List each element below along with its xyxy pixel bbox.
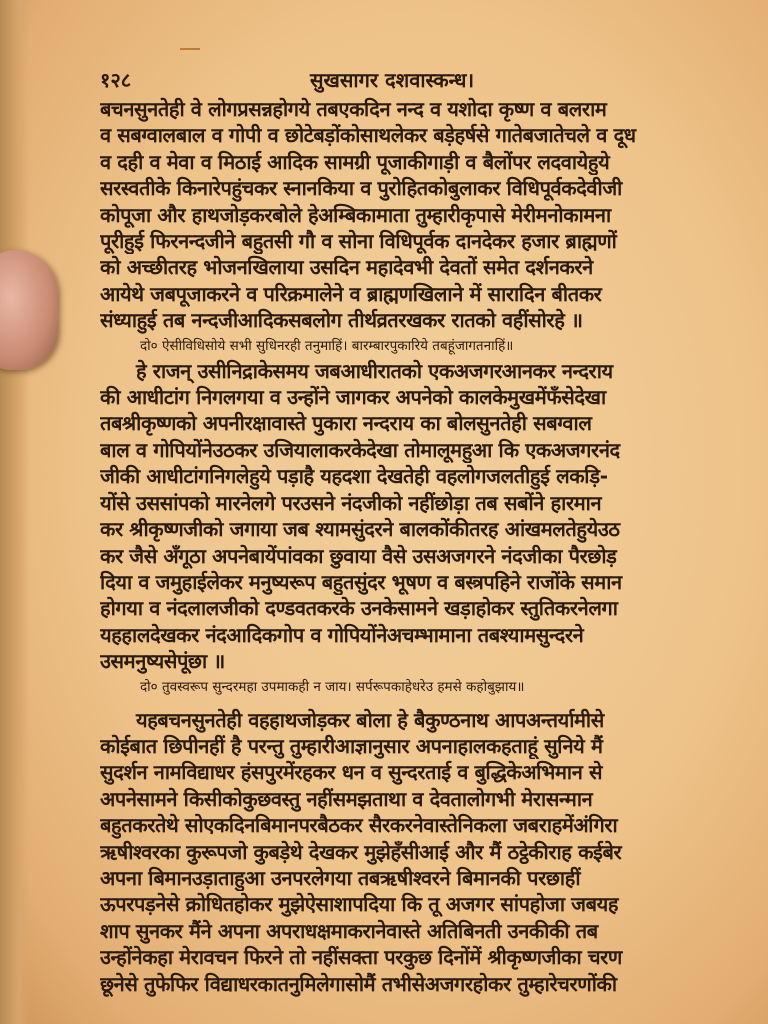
spacer [100, 699, 744, 707]
text-line: उन्होंनेकहा मेरावचन फिरने तो नहींसक्ता परकुछ दिनोंमें श्रीकृष्णजीका चरण [100, 945, 622, 970]
text-line: बाल व गोपियोंनेउठकर उजियालाकरकेदेखा तोमालूमहुआ कि एकअजगरनंद [100, 437, 620, 462]
paragraph-1 [100, 96, 744, 334]
text-line: शाप सुनकर मैंने अपना अपराधक्षमाकरानेवास्ते अतिबिनती उनकीकी तब [100, 918, 598, 943]
text-line: कोईबात छिपीनहीं है परन्तु तुम्हारीआज्ञानुसार अपनाहालकहताहूं सुनिये मैं [100, 733, 603, 758]
paragraph-3 [100, 707, 744, 997]
text-line: छूनेसे तुफेफिर विद्याधरकातनुमिलेगासोमैं तभीसेअजगरहोकर तुम्हारेचरणोंकी [100, 971, 617, 996]
text-line: यहबचनसुनतेही वहहाथजोड़कर बोला हे बैकुण्ठनाथ आपअन्तर्यामीसे [136, 707, 604, 732]
text-line: आयेथे जबपूजाकरने व परिक्रमालेने व ब्राह्मणखिलाने में सारादिन बीतकर [100, 281, 602, 306]
paragraph-2 [100, 358, 744, 675]
text-line: हे राजन् उसीनिद्राकेसमय जबआधीरातको एकअजगरआनकर नन्दराय [136, 358, 613, 383]
text-line: कोपूजा और हाथजोड़करबोले हेअम्बिकामाता तुम्हारीकृपासे मेरीमनोकामना [100, 202, 611, 227]
text-line: व सबग्वालबाल व गोपी व छोटेबड़ोंकोसाथलेकर बड़ेहर्षसे गातेबजातेचले व दूध [100, 123, 636, 148]
text-line: की आधीटांग निगलगया व उन्होंने जागकर अपनेको कालकेमुखमेंफँसेदेखा [100, 385, 606, 410]
text-line: तबश्रीकृष्णको अपनीरक्षावास्ते पुकारा नन्दराय का बोलसुनतेही सबग्वाल [100, 411, 592, 436]
text-line: यहहालदेखकर नंदआदिकगोप व गोपियोंनेअचम्भामाना तबश्यामसुन्दरने [100, 622, 584, 647]
doha-verse-1: दो० ऐसीविधिसोये सभी सुधिनरही तनुमाहिं। बारम्बारपुकारिये तबहूंजागतनाहिं॥ [140, 337, 514, 354]
text-line: ऋषीश्वरका कुरूपजो कुबड़ेथे देखकर मुझेहँसीआई और मैं ठट्ठेकीराह कईबेर [100, 839, 622, 864]
page-edge-shadow [0, 0, 30, 1024]
page-header [100, 66, 744, 96]
text-line: बचनसुनतेही वे लोगप्रसन्नहोगये तबएकदिन नन्द व यशोदा कृष्ण व बलराम [100, 97, 607, 121]
text-line: संध्याहुई तब नन्दजीआदिकसबलोग तीर्थव्रतरखकर रातको वहींसोरहे ॥ [100, 308, 583, 333]
page-number: १२८ [100, 68, 132, 92]
page-mark [180, 48, 200, 50]
text-line: होगया व नंदलालजीको दण्डवतकरके उनकेसामने खड़ाहोकर स्तुतिकरनेलगा [100, 596, 618, 621]
doha-verse-2: दो० तुवस्वरूप सुन्दरमहा उपमाकही न जाय। सर्परूपकाहेधरेउ हमसे कहोबुझाय॥ [140, 678, 525, 695]
text-line: अपना बिमानउड़ाताहुआ उनपरलेगया तबऋषीश्वरने बिमानकी परछाहीं [100, 865, 581, 890]
text-line: सुदर्शन नामविद्याधर हंसपुरमेंरहकर धन व सुन्दरताई व बुद्धिकेअभिमान से [100, 760, 603, 785]
text-line: कर जैसे अँगूठा अपनेबायेंपांवका छुवाया वैसे उसअजगरने नंदजीका पैरछोड़ [100, 543, 617, 568]
text-line: अपनेसामने किसीकोकुछवस्तु नहींसमझताथा व देवतालोगभी मेरासन्मान [100, 786, 593, 811]
text-line: ऊपरपड़नेसे क्रोधितहोकर मुझेऐसाशापदिया कि तू अजगर सांपहोजा जबयह [100, 892, 619, 917]
text-line: दिया व जमुहाईलेकर मनुष्यरूप बहुतसुंदर भूषण व बस्त्रपहिने राजोंके समान [100, 569, 622, 594]
text-line: योंसे उससांपको मारनेलगे परउसने नंदजीको नहींछोड़ा तब सबोंने हारमान [100, 490, 602, 515]
text-line: बहुतकरतेथे सोएकदिनबिमानपरबैठकर सैरकरनेवास्तेनिकला जबराहमेंअंगिरा [100, 813, 618, 838]
running-title: सुखसागर दशवास्कन्ध। [310, 68, 475, 92]
text-line: सरस्वतीके किनारेपहुंचकर स्नानकिया व पुरोहितकोबुलाकर विधिपूर्वकदेवीजी [100, 176, 622, 201]
text-line: जीकी आधीटांगनिगलेहुये पड़ाहै यहदशा देखतेही वहलोगजलतीहुई लकड़ि- [100, 464, 608, 489]
text-line: को अच्छीतरह भोजनखिलाया उसदिन महादेवभी देवतों समेत दर्शनकरने [100, 255, 593, 280]
text-line: पूरीहुई फिरनन्दजीने बहुतसी गौ व सोना विधिपूर्वक दानदेकर हजार ब्राह्मणों [100, 229, 617, 254]
text-line: कर श्रीकृष्णजीको जगाया जब श्यामसुंदरने बालकोंकीतरह आंखमलतेहुयेउठ [100, 517, 620, 542]
text-line: उसमनुष्यसेपूंछा ॥ [100, 649, 225, 674]
page-text [100, 66, 744, 997]
thumb-holding-page [0, 250, 58, 370]
text-line: व दही व मेवा व मिठाई आदिक सामग्री पूजाकीगाड़ी व बैलोंपर लदवायेहुये [100, 149, 610, 174]
